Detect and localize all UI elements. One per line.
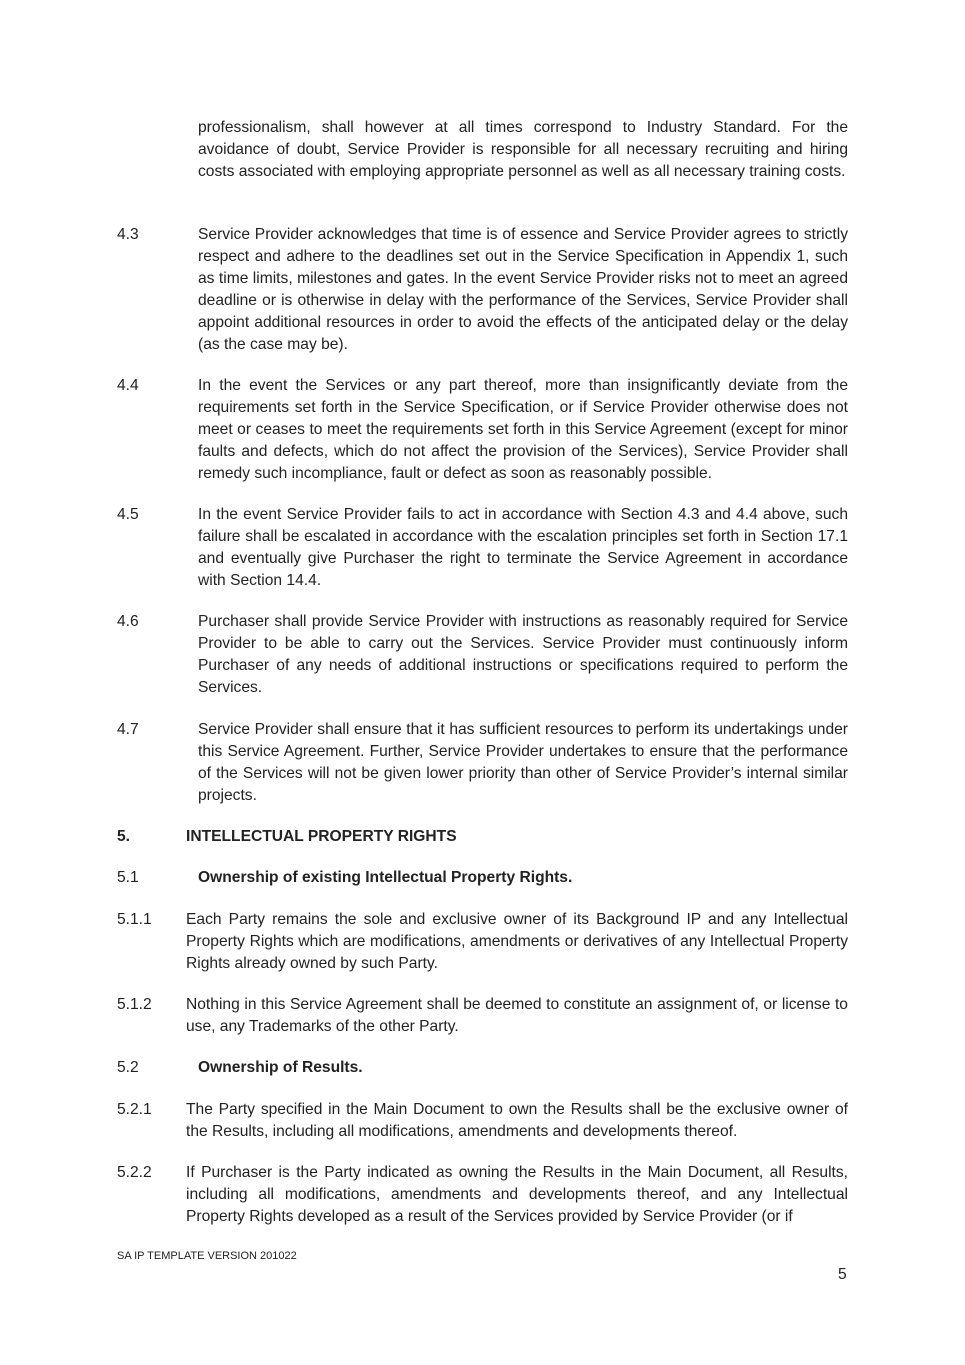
- subsection-heading: Ownership of Results.: [198, 1059, 363, 1076]
- clause-text: Service Provider acknowledges that time is of essence and Service Provider agrees to strictly respect and adhere to the deadlines set out in the Service Specification in Appendix 1, such as time limits, milestones and gates. In the event Service Provider risks not to meet an agreed deadline or is otherwise in delay with the performance of the Services, Service Provider shall appoint additional resources in order to avoid the effects of the anticipated delay or the delay (as the case may be).: [198, 226, 848, 353]
- clause-text: Service Provider shall ensure that it has sufficient resources to perform its undertakings under this Service Agreement. Further, Service Provider undertakes to ensure that the performance of the Services will not be given lower priority than other of Service Provider’s internal similar projects.: [198, 721, 848, 804]
- clause-number: 5.1.2: [117, 996, 152, 1013]
- clause-number: 4.3: [117, 226, 139, 243]
- clause-number: 4.5: [117, 506, 139, 523]
- clause-text: In the event the Services or any part thereof, more than insignificantly deviate from the requirements set forth in the Service Specification, or if Service Provider otherwise does not meet or ceases to meet the requirements set forth in this Service Agreement (except for minor faults and defects, which do not affect the provision of the Services), Service Provider shall remedy such incompliance, fault or defect as soon as reasonably possible.: [198, 377, 848, 482]
- subsection-number: 5.2: [117, 1059, 139, 1076]
- clause-number: 4.6: [117, 613, 139, 630]
- clause-number: 5.2.1: [117, 1101, 152, 1118]
- section-number: 5.: [117, 828, 131, 845]
- section-heading: INTELLECTUAL PROPERTY RIGHTS: [186, 828, 457, 845]
- subsection-number: 5.1: [117, 869, 139, 886]
- clause-text: Each Party remains the sole and exclusive owner of its Background IP and any Intellectual Property Rights which are modifications, amendments or derivatives of any Intellectual Property Rights already owned by such Party.: [186, 911, 848, 972]
- footer-template-version: SA IP TEMPLATE VERSION 201022: [117, 1250, 297, 1262]
- clause-text: The Party specified in the Main Document to own the Results shall be the exclusive owner of the Results, including all modifications, amendments and developments thereof.: [186, 1101, 848, 1140]
- clause-number: 4.4: [117, 377, 139, 394]
- clause-text: Nothing in this Service Agreement shall be deemed to constitute an assignment of, or license to use, any Trademarks of the other Party.: [186, 996, 848, 1035]
- continuation-paragraph: professionalism, shall however at all times correspond to Industry Standard. For the avoidance of doubt, Service Provider is responsible for all necessary recruiting and hiring costs associated with employing appropriate personnel as well as all necessary training costs.: [198, 119, 848, 180]
- clause-text: Purchaser shall provide Service Provider with instructions as reasonably required for Service Provider to be able to carry out the Services. Service Provider must continuously inform Purchaser of any needs of additional instructions or specifications required to perform the Services.: [198, 613, 848, 696]
- clause-number: 5.1.1: [117, 911, 152, 928]
- clause-text: In the event Service Provider fails to act in accordance with Section 4.3 and 4.4 above, such failure shall be escalated in accordance with the escalation principles set forth in Section 17.1 and eventually give Purchaser the right to terminate the Service Agreement in accordance with Section 14.4.: [198, 506, 848, 589]
- clause-number: 4.7: [117, 721, 139, 738]
- clause-number: 5.2.2: [117, 1164, 152, 1181]
- page-number: 5: [838, 1266, 847, 1283]
- subsection-heading: Ownership of existing Intellectual Property Rights.: [198, 869, 573, 886]
- clause-text: If Purchaser is the Party indicated as owning the Results in the Main Document, all Results, including all modifications, amendments and developments thereof, and any Intellectual Property Rights developed as a result of the Services provided by Service Provider (or if: [186, 1164, 848, 1225]
